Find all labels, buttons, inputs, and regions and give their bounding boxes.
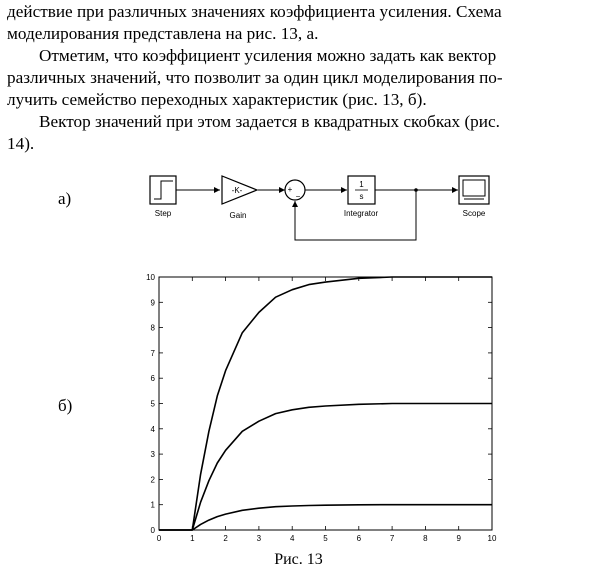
y-tick-label: 2 [150, 475, 155, 485]
step-label: Step [154, 209, 172, 218]
x-tick-label: 1 [190, 534, 195, 543]
step-block[interactable] [150, 176, 176, 204]
x-tick-label: 3 [256, 534, 262, 543]
y-tick-label: 5 [150, 399, 155, 409]
x-tick-label: 7 [389, 534, 395, 543]
simulink-diagram [140, 168, 510, 250]
gain-label: Gain [229, 211, 247, 220]
y-tick-label: 8 [150, 323, 155, 333]
paragraph-line: Вектор значений при этом задается в квадратных скобках (рис. [39, 112, 500, 131]
label-a: а) [58, 189, 72, 208]
y-tick-label: 10 [146, 273, 155, 282]
figure-caption: Рис. 13 [274, 551, 323, 568]
scope-label: Scope [462, 209, 486, 218]
diagram-wires [176, 190, 458, 240]
x-tick-label: 4 [289, 534, 295, 543]
x-tick-label: 5 [323, 534, 328, 543]
paragraph-line: Отметим, что коэффициент усиления можно задать как вектор [39, 46, 497, 65]
x-tick-label: 0 [156, 534, 162, 543]
y-tick-label: 1 [150, 500, 155, 510]
x-tick-label: 10 [487, 534, 497, 543]
paragraph-line: действие при различных значениях коэффициента усиления. Схема [7, 2, 502, 21]
x-tick-label: 8 [423, 534, 428, 543]
paragraph-1 [7, 1, 590, 45]
step-response-chart [140, 266, 500, 550]
integrator-denominator: s [359, 192, 364, 201]
integrator-label: Integrator [343, 209, 379, 218]
integrator-numerator: 1 [359, 180, 364, 189]
paragraph-line: различных значений, что позволит за один цикл моделирования по- [7, 68, 503, 87]
paragraph-line: 14). [7, 134, 35, 153]
paragraph-3 [7, 111, 590, 155]
y-tick-label: 6 [150, 374, 155, 384]
paragraph-line: моделирования представлена на рис. 13, а. [7, 24, 319, 43]
x-tick-label: 6 [356, 534, 362, 543]
y-tick-label: 9 [150, 298, 155, 308]
sum-plus-sign: + [287, 185, 293, 194]
x-tick-label: 9 [456, 534, 461, 543]
y-tick-label: 4 [150, 424, 155, 434]
scope-block[interactable] [459, 176, 489, 204]
gain-symbol: -K- [231, 186, 243, 195]
sum-minus-sign: − [295, 192, 301, 201]
y-tick-label: 0 [150, 526, 155, 535]
y-tick-label: 3 [150, 450, 155, 460]
paragraph-line: лучить семейство переходных характеристик (рис. 13, б). [7, 90, 427, 109]
y-tick-label: 7 [150, 348, 155, 358]
x-tick-label: 2 [223, 534, 228, 543]
paragraph-2 [7, 45, 590, 111]
label-b: б) [58, 396, 73, 415]
